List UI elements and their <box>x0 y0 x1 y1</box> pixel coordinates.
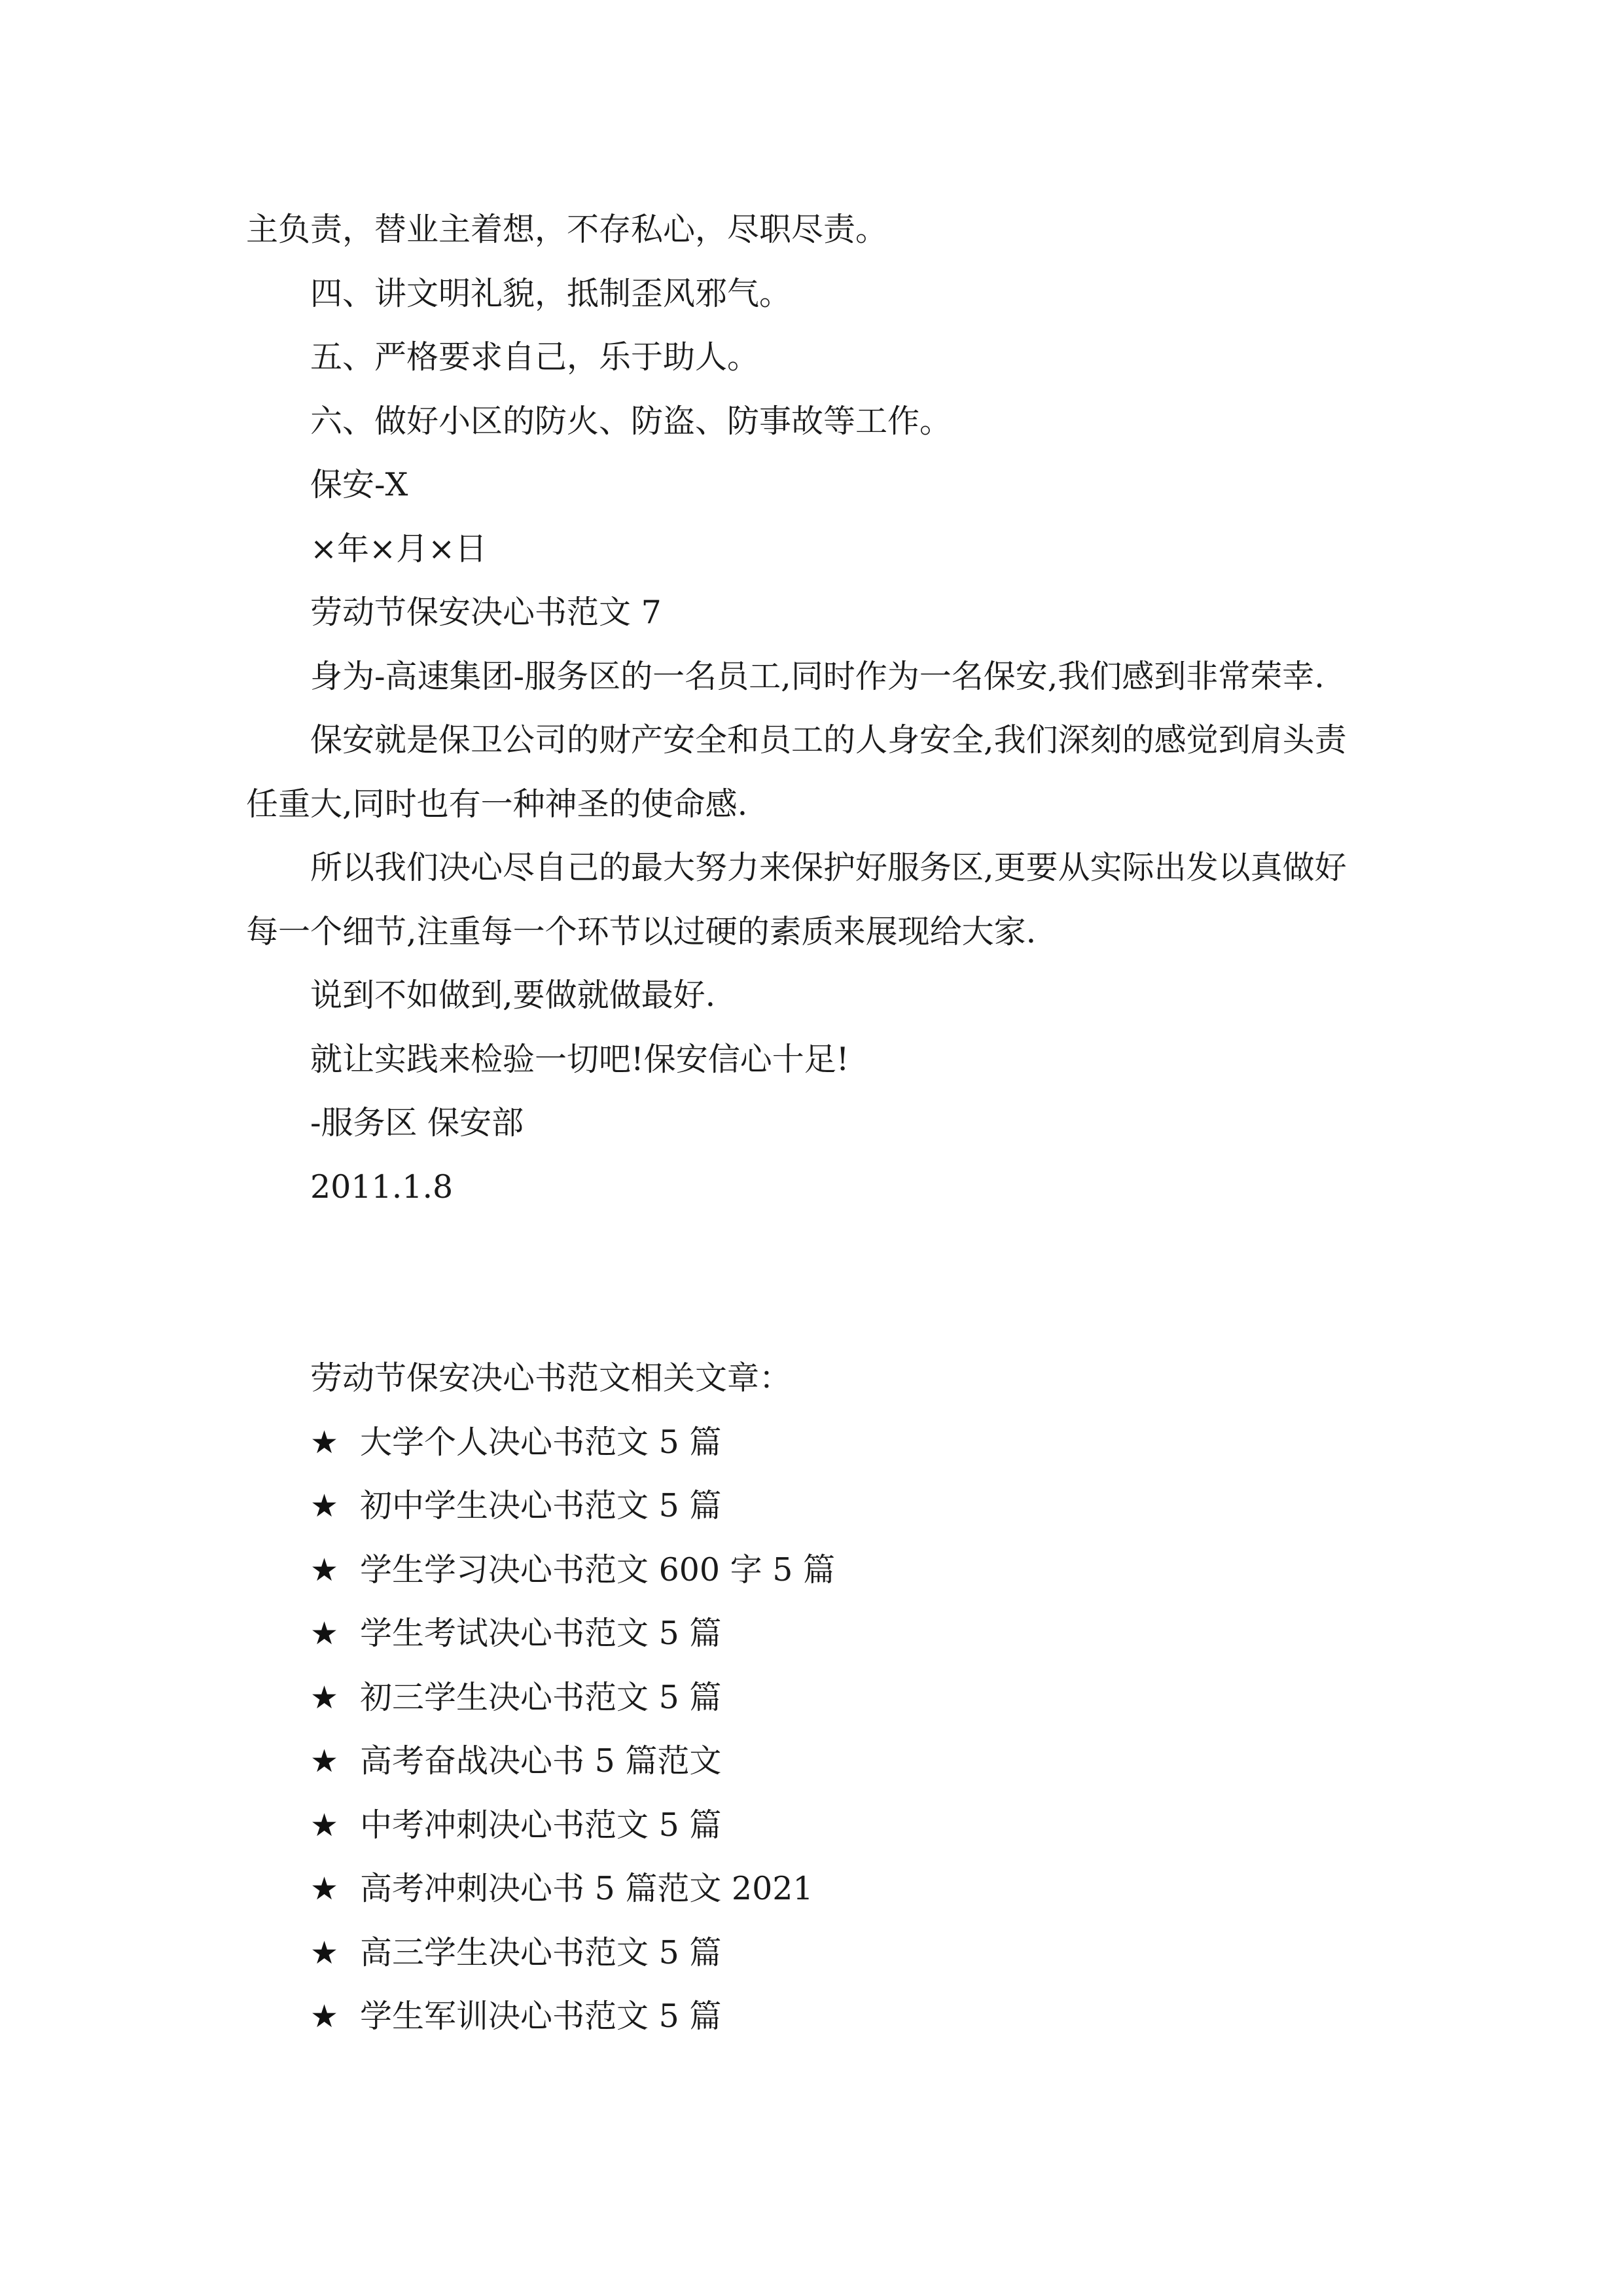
related-article-title: 学生考试决心书范文 5 篇 <box>360 1615 722 1652</box>
star-icon: ★ <box>310 1615 339 1652</box>
paragraph-continuation: 主负责，替业主着想，不存私心，尽职尽责。 <box>246 211 888 248</box>
related-article-link[interactable] <box>246 1538 1398 1602</box>
blank-line <box>246 1219 1398 1283</box>
related-article-title: 中考冲刺决心书范文 5 篇 <box>360 1806 722 1844</box>
related-article-link[interactable] <box>246 1602 1398 1666</box>
related-article-link[interactable] <box>246 1921 1398 1985</box>
related-article-title: 初中学生决心书范文 5 篇 <box>360 1487 722 1524</box>
related-article-link[interactable] <box>246 1729 1398 1793</box>
related-article-title: 高三学生决心书范文 5 篇 <box>360 1933 722 1971</box>
related-article-link[interactable] <box>246 1793 1398 1857</box>
related-article-link[interactable] <box>246 1857 1398 1921</box>
letter-signature: -服务区 保安部 <box>310 1104 524 1141</box>
letter-title: 劳动节保安决心书范文 7 <box>310 594 662 631</box>
related-article-link[interactable] <box>246 1410 1398 1475</box>
paragraph-line: 身为-高速集团-服务区的一名员工,同时作为一名保安,我们感到非常荣幸. <box>310 657 1325 695</box>
paragraph-line: 保安就是保卫公司的财产安全和员工的人身安全,我们深刻的感觉到肩头责 <box>310 721 1347 759</box>
related-article-title: 高考奋战决心书 5 篇范文 <box>360 1742 722 1780</box>
star-icon: ★ <box>310 1679 339 1716</box>
rule-item: 六、做好小区的防火、防盗、防事故等工作。 <box>310 402 952 440</box>
star-icon: ★ <box>310 1806 339 1844</box>
letter-date: 2011.1.8 <box>310 1168 454 1206</box>
star-icon: ★ <box>310 1551 339 1588</box>
star-icon: ★ <box>310 1934 339 1971</box>
signature: 保安-X <box>310 466 408 503</box>
related-article-link[interactable] <box>246 1666 1398 1730</box>
related-article-title: 初三学生决心书范文 5 篇 <box>360 1678 722 1716</box>
rule-item: 四、讲文明礼貌，抵制歪风邪气。 <box>310 274 792 312</box>
star-icon: ★ <box>310 1424 339 1461</box>
paragraph-line: 每一个细节,注重每一个环节以过硬的素质来展现给大家. <box>246 912 1037 950</box>
star-icon: ★ <box>310 1743 339 1780</box>
related-article-title: 大学个人决心书范文 5 篇 <box>360 1423 722 1461</box>
related-article-title: 高考冲刺决心书 5 篇范文 2021 <box>360 1870 813 1907</box>
paragraph-line: 所以我们决心尽自己的最大努力来保护好服务区,更要从实际出发以真做好 <box>310 849 1347 886</box>
document-body <box>246 198 1398 2049</box>
related-article-title: 学生学习决心书范文 600 字 5 篇 <box>360 1551 836 1588</box>
date: ×年×月×日 <box>310 529 488 567</box>
related-heading: 劳动节保安决心书范文相关文章： <box>310 1359 792 1397</box>
related-article-link[interactable] <box>246 1474 1398 1538</box>
blank-line <box>246 1283 1398 1347</box>
star-icon: ★ <box>310 1871 339 1907</box>
star-icon: ★ <box>310 1998 339 2035</box>
paragraph-line: 说到不如做到,要做就做最好. <box>310 977 716 1014</box>
related-article-link[interactable] <box>246 1984 1398 2049</box>
related-article-title: 学生军训决心书范文 5 篇 <box>360 1998 722 2035</box>
rule-item: 五、严格要求自己，乐于助人。 <box>310 338 760 376</box>
paragraph-line: 任重大,同时也有一种神圣的使命感. <box>246 785 748 823</box>
star-icon: ★ <box>310 1488 339 1524</box>
paragraph-line: 就让实践来检验一切吧!保安信心十足! <box>310 1040 849 1078</box>
